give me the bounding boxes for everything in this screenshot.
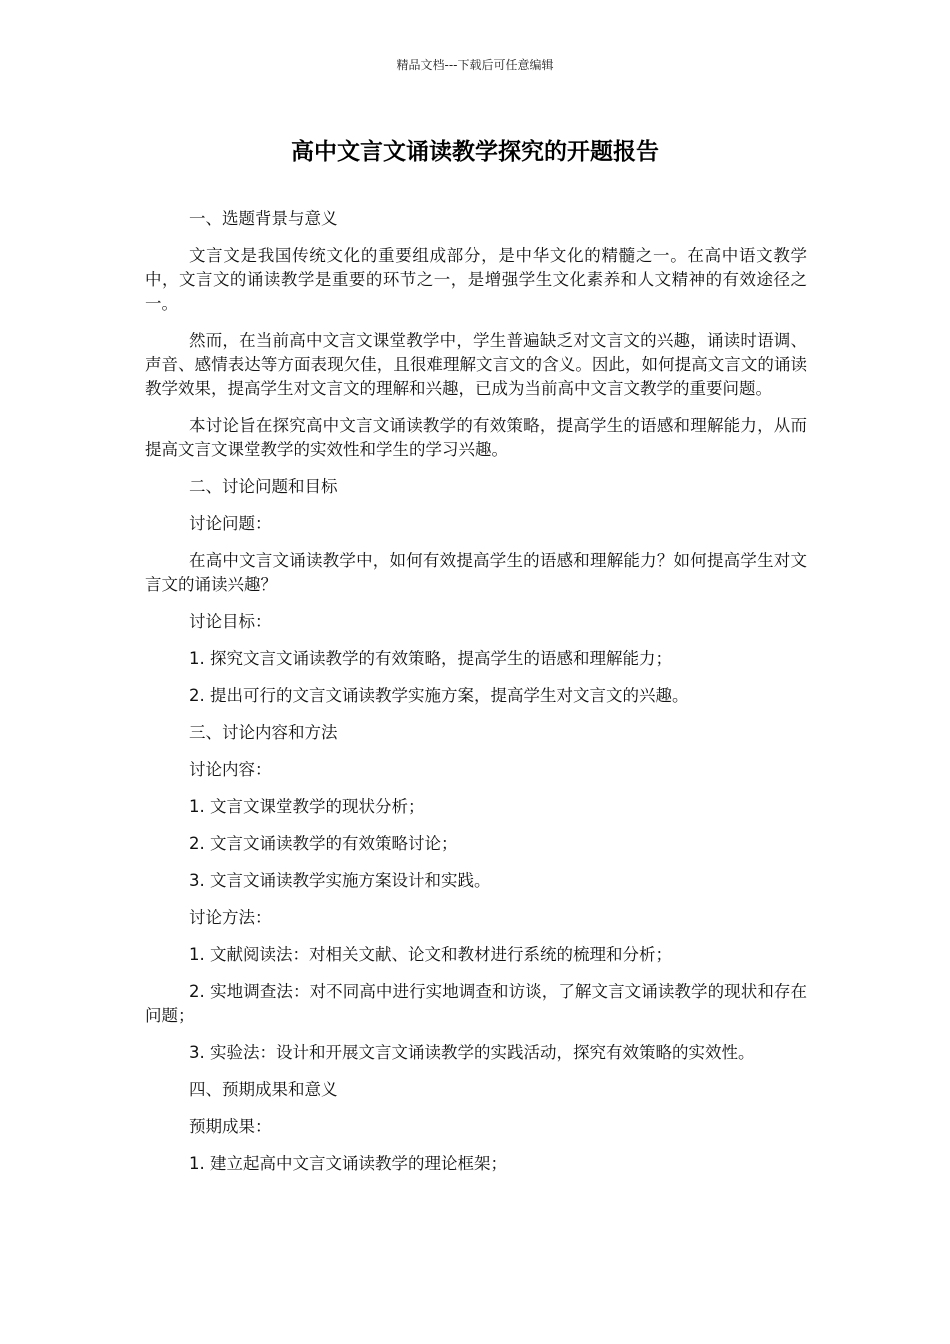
- subsection-label: 讨论问题：: [189, 514, 272, 533]
- document-title: 高中文言文诵读教学探究的开题报告: [291, 139, 659, 165]
- section-heading: 二、讨论问题和目标: [189, 477, 338, 496]
- list-item: 1. 探究文言文诵读教学的有效策略，提高学生的语感和理解能力；: [189, 649, 672, 668]
- list-item: 2. 文言文诵读教学的有效策略讨论；: [189, 834, 458, 853]
- subsection-label: 讨论方法：: [189, 908, 272, 927]
- subsection-label: 讨论内容：: [189, 760, 272, 779]
- section-heading: 三、讨论内容和方法: [189, 723, 338, 742]
- list-item: 1. 建立起高中文言文诵读教学的理论框架；: [189, 1154, 507, 1173]
- section-heading: 四、预期成果和意义: [189, 1080, 338, 1099]
- list-item: 1. 文言文课堂教学的现状分析；: [189, 797, 425, 816]
- list-item: 1. 文献阅读法：对相关文献、论文和教材进行系统的梳理和分析；: [189, 945, 672, 964]
- subsection-label: 预期成果：: [189, 1117, 272, 1136]
- subsection-label: 讨论目标：: [189, 612, 272, 631]
- list-item: 3. 实验法：设计和开展文言文诵读教学的实践活动，探究有效策略的实效性。: [189, 1043, 755, 1062]
- header-note: 精品文档---下载后可任意编辑: [396, 58, 554, 72]
- body-paragraph: 文言文是我国传统文化的重要组成部分，是中华文化的精髓之一。在高中语文教学中，文言文的诵读教学是重要的环节之一，是增强学生文化素养和人文精神的有效途径之一。: [145, 246, 807, 313]
- list-item: 2. 提出可行的文言文诵读教学实施方案，提高学生对文言文的兴趣。: [189, 686, 689, 705]
- document-body: [145, 207, 807, 1189]
- list-item: 2. 实地调查法：对不同高中进行实地调查和访谈，了解文言文诵读教学的现状和存在问题；: [145, 982, 807, 1025]
- body-paragraph: 在高中文言文诵读教学中，如何有效提高学生的语感和理解能力？如何提高学生对文言文的诵读兴趣？: [145, 551, 807, 594]
- list-item: 3. 文言文诵读教学实施方案设计和实践。: [189, 871, 491, 890]
- section-heading: 一、选题背景与意义: [189, 209, 338, 228]
- body-paragraph: 本讨论旨在探究高中文言文诵读教学的有效策略，提高学生的语感和理解能力，从而提高文言文课堂教学的实效性和学生的学习兴趣。: [145, 416, 807, 459]
- body-paragraph: 然而，在当前高中文言文课堂教学中，学生普遍缺乏对文言文的兴趣，诵读时语调、声音、感情表达等方面表现欠佳，且很难理解文言文的含义。因此，如何提高文言文的诵读教学效果，提高学生对文言文的理解和兴趣，已成为当前高中文言文教学的重要问题。: [145, 331, 807, 398]
